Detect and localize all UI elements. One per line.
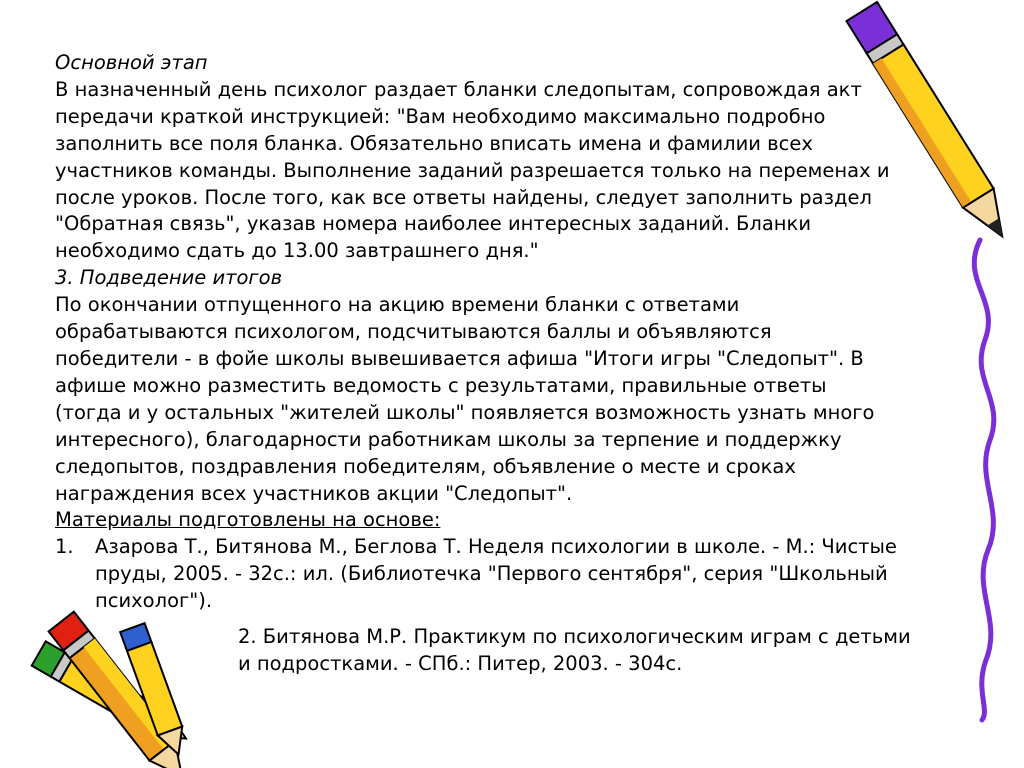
paragraph-line: следопытов, поздравления победителям, объявление о месте и сроках — [55, 454, 796, 478]
pencils-icon — [0, 600, 240, 768]
list-number: 1. — [55, 535, 74, 559]
section-heading-main-stage: Основной этап — [55, 51, 208, 74]
paragraph-line: "Обратная связь", указав номера наиболее интересных заданий. Бланки — [55, 212, 811, 236]
paragraph-line: В назначенный день психолог раздает бланки следопытам, сопровождая акт — [55, 77, 862, 101]
paragraph-line: (тогда и у остальных "жителей школы" появляется возможность узнать много — [55, 400, 875, 424]
paragraph-results — [55, 292, 975, 507]
reference-item-1 — [55, 534, 975, 615]
paragraph-line: обрабатываются психологом, подсчитываются баллы и объявляются — [55, 320, 772, 344]
reference-item-2 — [238, 624, 911, 678]
reference-line: 2. Битянова М.Р. Практикум по психологическим играм с детьми — [238, 625, 911, 648]
paragraph-line: награждения всех участников акции "Следопыт". — [55, 481, 573, 505]
paragraph-line: участников команды. Выполнение заданий разрешается только на переменах и — [55, 158, 890, 182]
reference-line: психолог"). — [95, 589, 213, 613]
slide-text — [55, 50, 975, 615]
paragraph-instructions — [55, 77, 975, 265]
reference-line: Азарова Т., Битянова М., Беглова Т. Неделя психологии в школе. - М.: Чистые — [95, 535, 897, 559]
section-heading-results: 3. Подведение итогов — [55, 266, 283, 290]
materials-heading: Материалы подготовлены на основе: — [55, 508, 441, 532]
paragraph-line: победители - в фойе школы вывешивается афиша "Итоги игры "Следопыт". В — [55, 346, 864, 370]
reference-line: пруды, 2005. - 32с.: ил. (Библиотечка "Первого сентября", серия "Школьный — [95, 562, 888, 586]
paragraph-line: По окончании отпущенного на акцию времени бланки с ответами — [55, 293, 740, 317]
paragraph-line: интересного), благодарности работникам школы за терпение и поддержку — [55, 427, 842, 451]
paragraph-line: необходимо сдать до 13.00 завтрашнего дня." — [55, 239, 539, 263]
paragraph-line: передачи краткой инструкцией: "Вам необходимо максимально подробно — [55, 104, 826, 128]
paragraph-line: после уроков. После того, как все ответы найдены, следует заполнить раздел — [55, 185, 872, 209]
paragraph-line: заполнить все поля бланка. Обязательно вписать имена и фамилии всех — [55, 131, 813, 155]
paragraph-line: афише можно разместить ведомость с результатами, правильные ответы — [55, 373, 827, 397]
reference-line: и подростками. - СПб.: Питер, 2003. - 304с. — [238, 651, 683, 675]
